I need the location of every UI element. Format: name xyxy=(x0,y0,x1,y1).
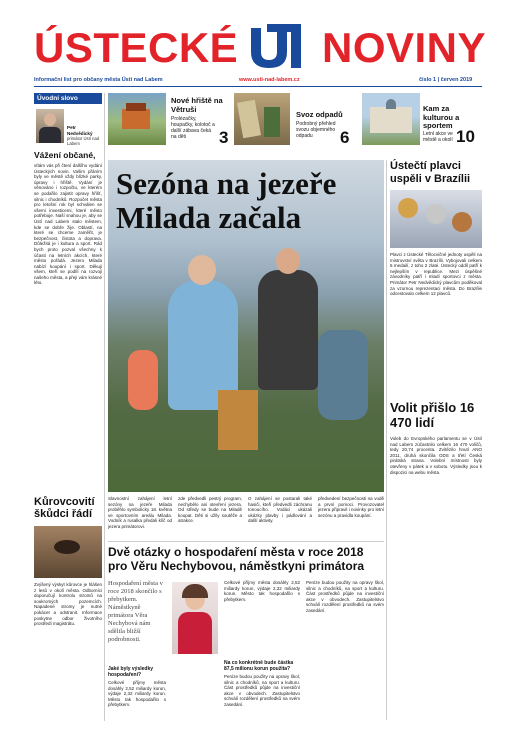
main-headline-2: Milada začala xyxy=(116,200,302,235)
interview-a2: Peníze budou použity na opravy škol, silnic a chodníků, na sport a kulturu. Část prostředků půjde na investiční akce v obvodech. Zastupitelstvo schválí rozdělení prostředků na svém zasedání. xyxy=(224,674,300,707)
teaser-2-text: Podrobný přehled svozu objemného odpadu xyxy=(296,121,336,139)
main-headline-1: Sezóna na jezeře xyxy=(116,166,337,201)
teaser-3-page: 10 xyxy=(456,127,475,146)
teaser-3-photo xyxy=(362,93,420,145)
divider-interview xyxy=(108,541,384,542)
editorial-column xyxy=(34,93,102,488)
story-swimmers-text: Plavci z Ústecké Tělocvičné jednoty uspěli na mistrovství světa v Brazílii. Vybojovali celkem 6 medailí, z toho 2 zlaté. Ústecký oddíl patří k nejlepším v republice. Mezi úspěšné závodníky patří i mladí sportovci z města. Primátor Petr Nedvědický plavcům poděkoval za vzornou reprezentaci města. Do Brazílie odcestovalo celkem 12 plavců. xyxy=(390,252,482,297)
interview-col-2 xyxy=(224,580,300,720)
bark-beetle-story xyxy=(34,496,102,718)
bark-beetle-title[interactable]: Kůrovcovití škůdci řádí xyxy=(34,496,95,520)
editorial-heading: Vážení občané, xyxy=(34,150,96,160)
teaser-1-text: Prolézačky, houpačky, kolotoč a další zábava čeká na děti xyxy=(171,116,215,140)
main-caption xyxy=(108,496,384,538)
info-bar xyxy=(34,77,482,87)
interview-q1: Jaké byly výsledky hospodaření? xyxy=(108,666,154,678)
teaser-1-photo xyxy=(108,93,166,145)
author-photo xyxy=(36,109,64,143)
teaser-2-photo xyxy=(234,93,290,145)
interview-q2: Na co konkrétně bude částka 87,5 milionu korun použita? xyxy=(224,660,294,672)
interview-title[interactable]: Dvě otázky o hospodaření města v roce 2018 pro Věru Nechybovou, náměstkyni primátora xyxy=(108,545,365,573)
divider-right xyxy=(386,160,387,720)
teaser-3-title[interactable]: Kam za kulturou a sportem xyxy=(423,104,460,130)
author-role: primátor Ústí nad Labem xyxy=(67,136,100,147)
editorial-label: Úvodní slovo xyxy=(34,93,102,104)
bark-beetle-photo xyxy=(34,526,102,578)
teasers-row xyxy=(108,93,482,153)
masthead-title-left: ÚSTECKÉ xyxy=(34,24,239,71)
story-swimmers-title[interactable]: Ústečtí plavci uspěli v Brazílii xyxy=(390,160,471,185)
masthead-title-right: NOVINY xyxy=(322,24,487,71)
editorial-text: vítám vás při čtení dalšího vydání Ústeckých novin. Vašim přáním byly ve městě vždy blízké parky, úpravy i hřiště. Vydání je věnováno i rozpočtu, ve kterém se podařilo zajistit opravy hřišť, silnic i chodníků. Rozpočet města pro letošní rok byl schválen se všemi investicemi, které město potřebuje. Naší snahou je, aby se Ústí nad Labem stalo městem, kde se dobře žije. Oblastí, na které se chceme zaměřit, je bezpečnost, čistota a doprava. Důležitá je i kultura a sport. Rád bych proto pozval všechny k účasti na letních akcích, které město pořádá. Jezero Milada nabízí koupání i sport. Děkuji všem, kteří se podílí na rozvoji našeho města, a přeji vám krásné léto. xyxy=(34,163,102,286)
website-link[interactable]: www.usti-nad-labem.cz xyxy=(239,77,300,83)
caption-col-4: předvedení bezpečnosti na vodě a první pomoci. Provozovatel jezera připravil i novinky pro letní sezónu a pravidla koupání. xyxy=(318,496,384,518)
teaser-2-page: 6 xyxy=(340,128,350,147)
story-election-title[interactable]: Volit přišlo 16 470 lidí xyxy=(390,400,475,430)
author-name: Petr Nedvědický xyxy=(67,125,93,136)
interview-col-3: Peníze budou použity na opravy škol, silnic a chodníků, na sport a kulturu. Část prostředků půjde na investiční akce v obvodech. Zastupitelstvo schválí rozdělení prostředků na svém zasedání. xyxy=(306,580,384,613)
teaser-1-page: 3 xyxy=(219,128,229,147)
caption-col-1: Slavnostní zahájení letní sezóny na jezeře Milada proběhlo symbolicky 18. května ve sportovním areálu Milada. Vodník a rusalka předali klíč od jezera primátorovi. xyxy=(108,496,172,529)
interview-a2-intro: Celkové příjmy města dosáhly 2,52 miliardy korun, výdaje 2,32 miliardy korun. Město tak hospodařilo s přebytkem. xyxy=(224,580,300,602)
story-election-text: Voleb do Evropského parlamentu se v Ústí nad Labem zúčastnilo celkem 16 470 voličů, tedy 20,74 procenta. Zvítězilo hnutí ANO 2011, druhá skončila ODS a třetí Česká pirátská strana. Volební místnosti byly otevřeny v pátek a v sobotu. Výsledky jsou k dispozici na webu města. xyxy=(390,436,482,475)
swimmers-photo xyxy=(390,190,482,248)
city-logo xyxy=(247,22,313,70)
interview-a1: Celkové příjmy města dosáhly 2,52 miliardy korun, výdaje 2,32 miliardy korun. Město tak hospodařilo s přebytkem. xyxy=(108,680,166,708)
caption-col-2: zde předvedli pestrý program, nechybělo ani otevření jezera. Od středy se bude na Miladě koupat. Děti si užily soutěže a atrakce. xyxy=(178,496,242,524)
issue-info: číslo 1 | červen 2019 xyxy=(419,77,473,83)
right-column xyxy=(390,160,482,720)
teaser-3-text: Letní akce ve městě a okolí xyxy=(423,131,453,143)
teaser-2-title[interactable]: Svoz odpadů xyxy=(296,110,343,119)
interviewee-photo xyxy=(172,582,218,654)
info-text: Informační list pro občany města Ústí nad Labem xyxy=(34,77,163,83)
bark-beetle-text: Zvýšený výskyt kůrovce je hlášen z lesů v okolí města. Odborníci doporučují kontrolu stromů na soukromých pozemcích. Napadené stromy je nutné pokácet a odstranit. Informace poskytne odbor životního prostředí magistrátu. xyxy=(34,582,102,627)
interview-article xyxy=(108,546,384,722)
teaser-1-title[interactable]: Nové hřiště na Větruši xyxy=(171,96,223,114)
interview-intro: Hospodaření města v roce 2018 skončilo s přebytkem. Náměstkyně primátora Věra Nechybová nám sdělila bližší podrobnosti. xyxy=(108,580,163,643)
caption-col-3: O zahájení se postarali také hasiči, kteří předvedli záchranu tonoucího. Vodáci ukázali ukázky plavby i pádlování a další aktivity. xyxy=(248,496,312,524)
divider-left xyxy=(104,93,105,721)
